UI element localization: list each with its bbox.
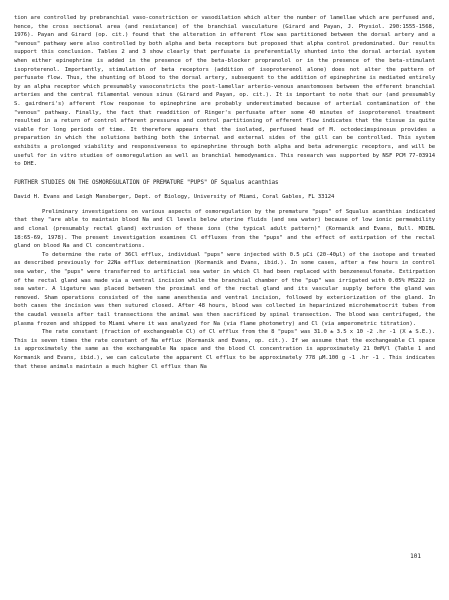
body-paragraph-4: The rate constant (fraction of exchangeable Cl) of Cl efflux from the 8 "pups" was 31.0 ± 3.5 x 10 -2 .hr -1 (X ± S.E.). This is seven times the rate constant of Na efflux (Kormanik and Evans, op. cit.). If we assume that the exchangeable Cl space is approximately the same as the exchangeable Na space and the blood Cl concentration is approximately 21 0mM/l (Table 1 and Kormanik and Evans, ibid.), we can calculate the apparent Cl efflux to be approximately 778 µM.100 g -1 .hr -1 . This indicates that these animals maintain a much higher Cl efflux than Na <box>14 329 435 370</box>
page-number: 101 <box>410 553 421 560</box>
section-heading: FURTHER STUDIES ON THE OSMOREGULATION OF PREMATURE "PUPS" OF Squalus acanthias <box>14 179 279 186</box>
section-gap <box>14 169 435 179</box>
body-paragraph-2: Preliminary investigations on various aspects of osmoregulation by the premature "pups" of Squalus acanthias indicated that they "are able to maintain blood Na and Cl levels below uterine fluids (and sea water) because of low ionic permeability and clonal (presumably rectal gland) extrusion of these ions (the typical adult pattern)" (Kormanik and Evans, Bull. MDIBL 18:65-69, 1978). The present investigation examines Cl effluxes from the "pups" and the effect of extirpation of the rectal gland on blood Na and Cl concentrations. <box>14 208 435 250</box>
body-paragraph-1: tion are controlled by prebranchial vaso-constriction or vasodilation which alter the number of lamellae which are perfused and, hence, the cross sectional area (and resistance) of the branchial vasculature (Girard and Payan, J. Physiol. 290:1555-1568, 1976). Payan and Girard (op. cit.) found that the alteration in efferent flow was partitioned between the dorsal artery and a "venous" pathway were also controlled by both alpha and beta receptors but proposed that alpha control predominated. Our results support this conclusion. Tables 2 and 3 show clearly that perfusate is preferentially shunted into the dorsal arterial system when either epinephrine is added in the presence of the beta-blocker propranolol or in the presence of the beta-stimulant isoproterenol. Importantly, stimulation of beta receptors (addition of isoproterenol alone) does not alter the pattern of perfusate flow. Thus, the shunting of blood to the dorsal artery, subsequent to the addition of epinephrine is mediated entirely by an alpha receptor which presumably vasoconstricts the post-lamellar arterio-venous anastomoses between the efferent branchial arteries and the central filamental venous sinus (Girard and Payan, op. cit.). It is important to note that our (and presumably S. gairdneri's) afferent flow response to epinephrine are probably underestimated because of arterial contamination of the "venous" pathway. Finally, the fact that readdition of Ringer's perfusate after some 40 minutes of isoproterenol treatment resulted in a return of control afferent pressures and control partitioning of efferent flow indicates that the tissue is quite viable for long periods of time. It therefore appears that the isolated, perfused head of M. octodecimspinosus provides a preparation in which the solutions bathing both the internal and external sides of the gill can be controlled. This system exhibits a prolonged viability and responsiveness to epinephrine through both alpha and beta adrenergic receptors, and will be useful for in vitro studies of osmoregulation as well as branchial hemodynamics. This research was supported by NSF PCM 77-03914 to DHE. <box>14 15 435 168</box>
body-paragraph-3: To determine the rate of 36Cl efflux, individual "pups" were injected with 0.5 µCi (20-40µl) of the isotope and treated as described previously for 22Na efflux determination (Kormanik and Evans, ibid.). In some cases, after a few hours in control sea water, the "pups" were transferred to artificial sea water in which Cl had been replaced with benzenesulfonate. Extirpation of the rectal gland was made via a ventral incision while the branchial chamber of the "pup" was irrigated with 0.05% MS222 in sea water. A ligature was placed between the proximal end of the rectal gland and its vascular supply before the gland was removed. Sham operations consisted of the same anesthesia and ventral incision, followed by exteriorization of the gland. In both cases the incision was then sutured closed. After 48 hours, blood was collected in heparinized microhematocrit tubes from the caudal vessels after tail transections the animal was then sacrificed by spinal transection. The blood was centrifuged, the plasma frozen and shipped to Miami where it was analyzed for Na (via flame photometry) and Cl (via amperometric titration). <box>14 251 435 327</box>
author-line: David H. Evans and Leigh Mansberger, Dept. of Biology, University of Miami, Coral Gables, FL 33124 <box>14 194 335 201</box>
